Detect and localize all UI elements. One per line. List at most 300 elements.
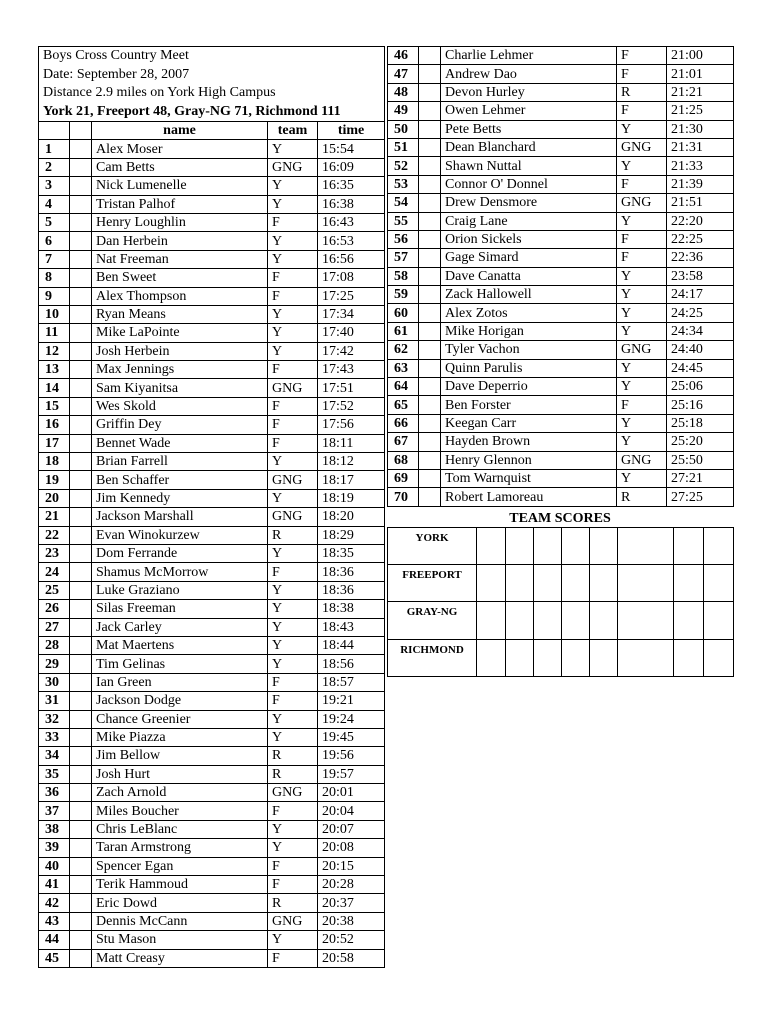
result-time: 23:58 (667, 267, 734, 285)
result-blank (70, 673, 92, 691)
result-blank (419, 341, 441, 359)
result-place: 6 (39, 232, 70, 250)
result-row (388, 65, 734, 83)
result-time: 20:01 (318, 784, 385, 802)
result-row (388, 304, 734, 322)
result-blank (70, 912, 92, 930)
result-place: 39 (39, 839, 70, 857)
result-name: Cam Betts (92, 158, 268, 176)
result-blank (419, 433, 441, 451)
result-place: 59 (388, 286, 419, 304)
result-blank (70, 802, 92, 820)
result-name: Zack Hallowell (441, 286, 617, 304)
result-place: 46 (388, 47, 419, 65)
result-time: 18:36 (318, 563, 385, 581)
result-blank (70, 471, 92, 489)
result-row (39, 710, 385, 728)
result-place: 57 (388, 249, 419, 267)
result-blank (70, 342, 92, 360)
result-team: F (268, 563, 318, 581)
result-place: 61 (388, 322, 419, 340)
result-place: 2 (39, 158, 70, 176)
result-time: 22:20 (667, 212, 734, 230)
result-place: 22 (39, 526, 70, 544)
result-team: GNG (617, 451, 667, 469)
result-team: Y (268, 655, 318, 673)
team-score-cell (674, 528, 704, 565)
team-score-cell (618, 565, 674, 602)
result-row (39, 563, 385, 581)
result-place: 7 (39, 250, 70, 268)
result-team: Y (617, 469, 667, 487)
team-score-cell (506, 528, 534, 565)
result-time: 24:40 (667, 341, 734, 359)
result-team: F (268, 287, 318, 305)
result-name: Miles Boucher (92, 802, 268, 820)
result-blank (70, 894, 92, 912)
result-name: Mike Piazza (92, 728, 268, 746)
result-blank (419, 83, 441, 101)
result-name: Dan Herbein (92, 232, 268, 250)
result-team: Y (617, 286, 667, 304)
result-name: Shamus McMorrow (92, 563, 268, 581)
team-score-cell (534, 639, 562, 676)
result-place: 65 (388, 396, 419, 414)
result-row (39, 213, 385, 231)
meet-score-summary: York 21, Freeport 48, Gray-NG 71, Richmond 111 (39, 103, 385, 122)
result-time: 17:25 (318, 287, 385, 305)
result-name: Silas Freeman (92, 600, 268, 618)
result-time: 27:25 (667, 488, 734, 506)
result-row (39, 544, 385, 562)
result-time: 16:43 (318, 213, 385, 231)
result-time: 18:11 (318, 434, 385, 452)
result-place: 28 (39, 636, 70, 654)
result-blank (419, 469, 441, 487)
result-name: Josh Herbein (92, 342, 268, 360)
result-time: 25:06 (667, 378, 734, 396)
result-time: 16:35 (318, 177, 385, 195)
result-row (39, 728, 385, 746)
result-row (388, 120, 734, 138)
result-team: F (268, 361, 318, 379)
team-score-cell (704, 639, 734, 676)
result-name: Andrew Dao (441, 65, 617, 83)
result-row (388, 378, 734, 396)
result-time: 19:56 (318, 747, 385, 765)
result-blank (70, 710, 92, 728)
result-name: Terik Hammoud (92, 876, 268, 894)
result-team: Y (268, 305, 318, 323)
team-score-cell (477, 639, 506, 676)
result-time: 21:33 (667, 157, 734, 175)
result-row (388, 102, 734, 120)
result-name: Quinn Parulis (441, 359, 617, 377)
result-team: Y (268, 839, 318, 857)
result-team: F (268, 434, 318, 452)
result-team: F (268, 269, 318, 287)
column-header-name: name (92, 122, 268, 140)
result-blank (70, 839, 92, 857)
result-blank (70, 324, 92, 342)
result-row (388, 230, 734, 248)
team-score-cell (704, 528, 734, 565)
result-team: F (268, 673, 318, 691)
result-name: Zach Arnold (92, 784, 268, 802)
result-row (388, 83, 734, 101)
result-blank (70, 692, 92, 710)
team-scores-title: TEAM SCORES (509, 511, 611, 526)
result-name: Nat Freeman (92, 250, 268, 268)
result-name: Jim Kennedy (92, 489, 268, 507)
result-time: 21:51 (667, 194, 734, 212)
team-score-name: RICHMOND (388, 639, 477, 676)
result-team: Y (268, 342, 318, 360)
result-blank (419, 138, 441, 156)
result-row (39, 857, 385, 875)
team-score-cell (506, 639, 534, 676)
result-name: Jackson Dodge (92, 692, 268, 710)
result-row (39, 361, 385, 379)
result-blank (70, 600, 92, 618)
result-team: Y (268, 232, 318, 250)
result-team: F (268, 802, 318, 820)
result-blank (70, 379, 92, 397)
result-place: 40 (39, 857, 70, 875)
result-row (39, 416, 385, 434)
team-score-name: GRAY-NG (388, 602, 477, 639)
result-place: 33 (39, 728, 70, 746)
result-name: Alex Moser (92, 140, 268, 158)
result-row (388, 175, 734, 193)
result-row (39, 158, 385, 176)
result-blank (70, 784, 92, 802)
result-name: Griffin Dey (92, 416, 268, 434)
result-time: 18:36 (318, 581, 385, 599)
result-place: 41 (39, 876, 70, 894)
result-name: Tim Gelinas (92, 655, 268, 673)
result-place: 31 (39, 692, 70, 710)
team-score-cell (674, 602, 704, 639)
result-place: 49 (388, 102, 419, 120)
result-team: Y (617, 120, 667, 138)
result-blank (419, 322, 441, 340)
result-team: Y (617, 433, 667, 451)
result-row (39, 287, 385, 305)
result-team: F (617, 230, 667, 248)
results-table-right (387, 46, 734, 507)
result-row (39, 232, 385, 250)
result-place: 63 (388, 359, 419, 377)
result-blank (70, 508, 92, 526)
result-name: Evan Winokurzew (92, 526, 268, 544)
result-name: Owen Lehmer (441, 102, 617, 120)
result-time: 18:12 (318, 453, 385, 471)
result-blank (70, 195, 92, 213)
result-team: R (617, 83, 667, 101)
result-place: 3 (39, 177, 70, 195)
result-place: 9 (39, 287, 70, 305)
result-team: Y (617, 322, 667, 340)
result-blank (70, 416, 92, 434)
result-place: 45 (39, 949, 70, 967)
result-row (388, 194, 734, 212)
result-team: GNG (617, 194, 667, 212)
result-time: 17:51 (318, 379, 385, 397)
result-row (39, 324, 385, 342)
result-team: F (617, 47, 667, 65)
result-name: Orion Sickels (441, 230, 617, 248)
result-blank (70, 636, 92, 654)
result-name: Henry Glennon (441, 451, 617, 469)
result-name: Craig Lane (441, 212, 617, 230)
result-time: 18:17 (318, 471, 385, 489)
team-score-cell (618, 639, 674, 676)
result-name: Drew Densmore (441, 194, 617, 212)
result-place: 4 (39, 195, 70, 213)
result-row (39, 839, 385, 857)
result-name: Shawn Nuttal (441, 157, 617, 175)
column-header-time: time (318, 122, 385, 140)
result-place: 60 (388, 304, 419, 322)
result-blank (419, 414, 441, 432)
result-place: 53 (388, 175, 419, 193)
result-team: R (268, 526, 318, 544)
result-row (39, 618, 385, 636)
team-score-cell (506, 565, 534, 602)
result-name: Spencer Egan (92, 857, 268, 875)
result-place: 29 (39, 655, 70, 673)
result-name: Mat Maertens (92, 636, 268, 654)
result-row (39, 471, 385, 489)
result-time: 16:56 (318, 250, 385, 268)
result-blank (70, 563, 92, 581)
result-blank (70, 544, 92, 562)
result-blank (70, 397, 92, 415)
result-row (39, 802, 385, 820)
result-time: 24:25 (667, 304, 734, 322)
result-team: F (617, 249, 667, 267)
result-time: 21:21 (667, 83, 734, 101)
result-blank (419, 120, 441, 138)
result-blank (419, 378, 441, 396)
result-name: Ben Forster (441, 396, 617, 414)
team-score-cell (590, 565, 618, 602)
team-score-cell (506, 602, 534, 639)
result-blank (419, 102, 441, 120)
result-blank (419, 286, 441, 304)
team-score-row (388, 602, 734, 639)
meet-date: Date: September 28, 2007 (39, 66, 385, 85)
result-blank (70, 434, 92, 452)
result-team: F (268, 213, 318, 231)
result-time: 20:04 (318, 802, 385, 820)
team-score-cell (534, 528, 562, 565)
result-time: 19:24 (318, 710, 385, 728)
result-row (388, 47, 734, 65)
result-row (39, 269, 385, 287)
result-time: 17:34 (318, 305, 385, 323)
result-name: Dean Blanchard (441, 138, 617, 156)
result-time: 16:09 (318, 158, 385, 176)
result-name: Dave Canatta (441, 267, 617, 285)
result-name: Ian Green (92, 673, 268, 691)
result-team: GNG (268, 912, 318, 930)
result-time: 22:25 (667, 230, 734, 248)
team-scores-table (387, 527, 734, 677)
result-name: Robert Lamoreau (441, 488, 617, 506)
result-name: Bennet Wade (92, 434, 268, 452)
result-row (39, 655, 385, 673)
result-team: Y (617, 304, 667, 322)
result-name: Dom Ferrande (92, 544, 268, 562)
result-place: 14 (39, 379, 70, 397)
result-name: Gage Simard (441, 249, 617, 267)
result-row (39, 636, 385, 654)
result-blank (70, 250, 92, 268)
result-row (39, 489, 385, 507)
result-time: 20:28 (318, 876, 385, 894)
result-team: Y (268, 728, 318, 746)
result-name: Taran Armstrong (92, 839, 268, 857)
result-place: 50 (388, 120, 419, 138)
result-time: 25:20 (667, 433, 734, 451)
result-time: 18:57 (318, 673, 385, 691)
result-place: 54 (388, 194, 419, 212)
result-blank (70, 177, 92, 195)
result-time: 25:16 (667, 396, 734, 414)
result-blank (70, 361, 92, 379)
result-name: Alex Zotos (441, 304, 617, 322)
team-score-cell (704, 602, 734, 639)
result-row (388, 469, 734, 487)
result-blank (70, 453, 92, 471)
result-row (388, 267, 734, 285)
result-team: Y (268, 140, 318, 158)
result-team: F (268, 857, 318, 875)
result-row (39, 894, 385, 912)
result-row (388, 488, 734, 506)
result-name: Dave Deperrio (441, 378, 617, 396)
result-place: 68 (388, 451, 419, 469)
result-time: 17:43 (318, 361, 385, 379)
result-place: 21 (39, 508, 70, 526)
result-time: 18:19 (318, 489, 385, 507)
result-place: 64 (388, 378, 419, 396)
result-place: 11 (39, 324, 70, 342)
result-row (388, 212, 734, 230)
result-name: Dennis McCann (92, 912, 268, 930)
team-score-row (388, 565, 734, 602)
result-team: GNG (268, 784, 318, 802)
result-team: Y (268, 250, 318, 268)
result-row (39, 784, 385, 802)
result-team: R (617, 488, 667, 506)
result-team: Y (268, 636, 318, 654)
result-blank (70, 581, 92, 599)
result-row (39, 305, 385, 323)
result-time: 17:42 (318, 342, 385, 360)
result-team: Y (617, 267, 667, 285)
result-name: Ben Sweet (92, 269, 268, 287)
result-team: GNG (268, 508, 318, 526)
result-time: 18:35 (318, 544, 385, 562)
column-header-row (39, 122, 385, 140)
result-place: 12 (39, 342, 70, 360)
result-time: 20:58 (318, 949, 385, 967)
result-place: 66 (388, 414, 419, 432)
team-score-cell (704, 565, 734, 602)
result-row (39, 600, 385, 618)
result-place: 30 (39, 673, 70, 691)
result-row (39, 508, 385, 526)
result-name: Max Jennings (92, 361, 268, 379)
result-place: 10 (39, 305, 70, 323)
result-time: 20:15 (318, 857, 385, 875)
result-place: 25 (39, 581, 70, 599)
result-team: Y (617, 157, 667, 175)
result-row (39, 931, 385, 949)
result-place: 15 (39, 397, 70, 415)
result-name: Jack Carley (92, 618, 268, 636)
result-place: 35 (39, 765, 70, 783)
result-place: 34 (39, 747, 70, 765)
result-place: 70 (388, 488, 419, 506)
result-row (39, 747, 385, 765)
result-blank (70, 140, 92, 158)
team-score-name: FREEPORT (388, 565, 477, 602)
result-blank (70, 857, 92, 875)
result-place: 62 (388, 341, 419, 359)
result-name: Chance Greenier (92, 710, 268, 728)
result-blank (70, 728, 92, 746)
result-blank (419, 488, 441, 506)
result-team: Y (268, 177, 318, 195)
team-score-cell (674, 565, 704, 602)
result-name: Matt Creasy (92, 949, 268, 967)
result-time: 20:38 (318, 912, 385, 930)
result-time: 21:00 (667, 47, 734, 65)
team-score-cell (618, 602, 674, 639)
result-name: Brian Farrell (92, 453, 268, 471)
result-blank (70, 765, 92, 783)
result-team: F (617, 396, 667, 414)
result-blank (70, 287, 92, 305)
result-name: Josh Hurt (92, 765, 268, 783)
result-name: Jackson Marshall (92, 508, 268, 526)
team-score-cell (477, 602, 506, 639)
result-row (39, 177, 385, 195)
meet-title: Boys Cross Country Meet (39, 47, 385, 66)
result-place: 38 (39, 820, 70, 838)
result-place: 67 (388, 433, 419, 451)
result-blank (419, 451, 441, 469)
result-blank (70, 820, 92, 838)
result-time: 20:07 (318, 820, 385, 838)
result-place: 20 (39, 489, 70, 507)
result-team: F (268, 949, 318, 967)
result-team: Y (268, 600, 318, 618)
result-blank (419, 47, 441, 65)
result-time: 19:57 (318, 765, 385, 783)
result-blank (70, 269, 92, 287)
result-blank (419, 396, 441, 414)
result-row (39, 673, 385, 691)
result-blank (419, 212, 441, 230)
result-blank (419, 65, 441, 83)
result-row (39, 876, 385, 894)
result-row (39, 692, 385, 710)
